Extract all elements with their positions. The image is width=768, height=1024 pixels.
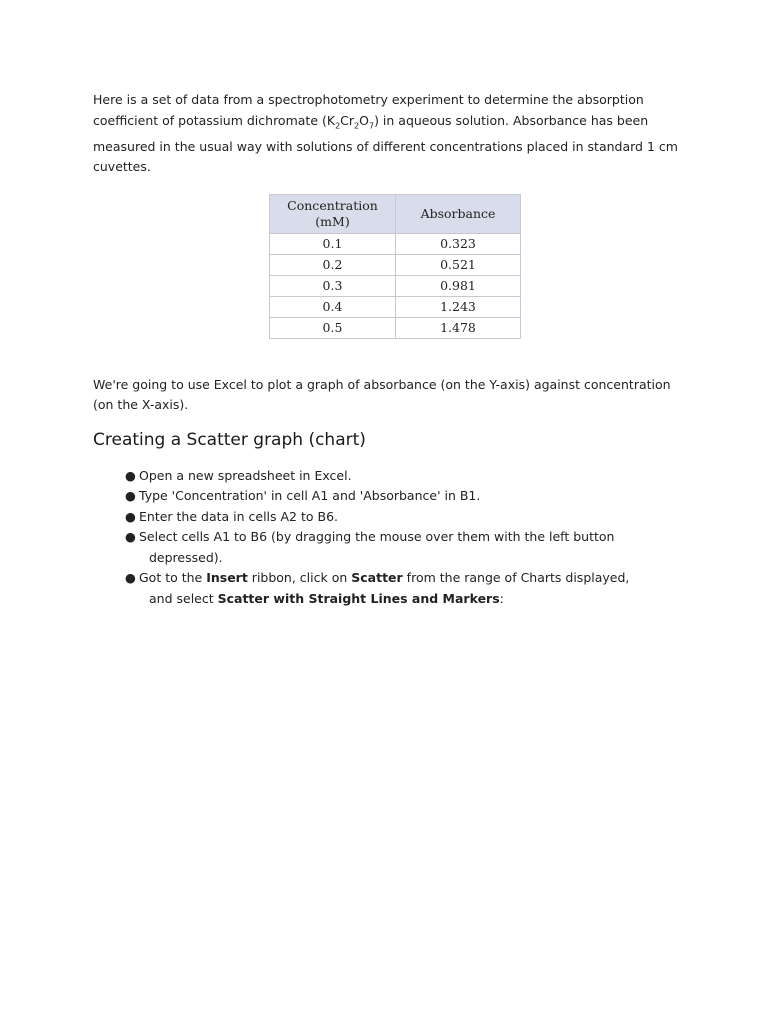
table-row <box>270 233 521 254</box>
header-concentration: Concentration (mM) <box>270 194 396 233</box>
table-cell: 0.981 <box>396 275 521 296</box>
step-text-continued: depressed). <box>149 549 223 565</box>
bullet-icon: ● <box>125 488 136 503</box>
table-row <box>270 296 521 317</box>
bullet-icon: ● <box>125 529 136 544</box>
bullet-icon: ● <box>125 570 136 585</box>
step-text: ribbon, click on <box>247 570 352 585</box>
step-text: and select <box>149 590 218 606</box>
subscript-o: 7 <box>368 121 375 130</box>
bullet-icon: ● <box>125 508 136 524</box>
step-text: : <box>499 590 504 606</box>
step-text: Open a new spreadsheet in Excel. <box>139 467 352 483</box>
intro-paragraph <box>93 90 693 178</box>
emphasis-chart-type: Scatter with Straight Lines and Markers <box>217 590 500 606</box>
intro-text-4: ) in aqueous solution. Absorbance has been measured in the usual way with solutions of different concentrations placed in standard 1 cm cuvettes. <box>93 112 678 174</box>
table-row <box>270 254 521 275</box>
table-row <box>270 275 521 296</box>
list-item <box>123 486 693 507</box>
intro-text-1: Here is a set of data from a spectrophotometry experiment to determine the absorption coefficient of potassium dichromate (K <box>93 92 644 128</box>
step-text: Select cells A1 to B6 (by dragging the mouse over them with the left button <box>139 529 615 544</box>
table-cell: 0.323 <box>396 233 521 254</box>
subscript-cr: 2 <box>354 121 360 130</box>
document-page <box>93 90 693 609</box>
step-text: from the range of Charts displayed, <box>402 570 630 585</box>
step-text: Got to the <box>139 570 207 585</box>
header-absorbance: Absorbance <box>396 194 521 233</box>
section-heading: Creating a Scatter graph (chart) <box>93 429 366 450</box>
step-text: Type 'Concentration' in cell A1 and 'Absorbance' in B1. <box>139 488 481 503</box>
table-cell: 0.521 <box>396 254 521 275</box>
table-row <box>270 317 521 338</box>
emphasis-scatter: Scatter <box>351 570 403 585</box>
intro-text-2: Cr <box>340 112 355 128</box>
table-cell: 0.1 <box>270 233 396 254</box>
subscript-k: 2 <box>335 121 341 130</box>
step-text-continued <box>139 589 693 610</box>
table-cell: 0.2 <box>270 254 396 275</box>
table-cell: 0.5 <box>270 317 396 338</box>
table-cell: 1.478 <box>396 317 521 338</box>
list-item <box>123 527 693 568</box>
data-table <box>269 194 521 339</box>
table-cell: 1.243 <box>396 296 521 317</box>
steps-list <box>123 466 693 610</box>
table-header-row <box>270 194 521 233</box>
emphasis-insert: Insert <box>206 570 248 585</box>
list-item <box>123 568 693 609</box>
intro-text-3: O <box>359 112 369 128</box>
list-item <box>123 507 693 528</box>
list-item <box>123 466 693 487</box>
table-cell: 0.3 <box>270 275 396 296</box>
excel-intro-paragraph: We're going to use Excel to plot a graph of absorbance (on the Y-axis) against concentration (on the X-axis). <box>93 376 671 412</box>
table-cell: 0.4 <box>270 296 396 317</box>
bullet-icon: ● <box>125 467 136 483</box>
step-text: Enter the data in cells A2 to B6. <box>139 508 339 524</box>
